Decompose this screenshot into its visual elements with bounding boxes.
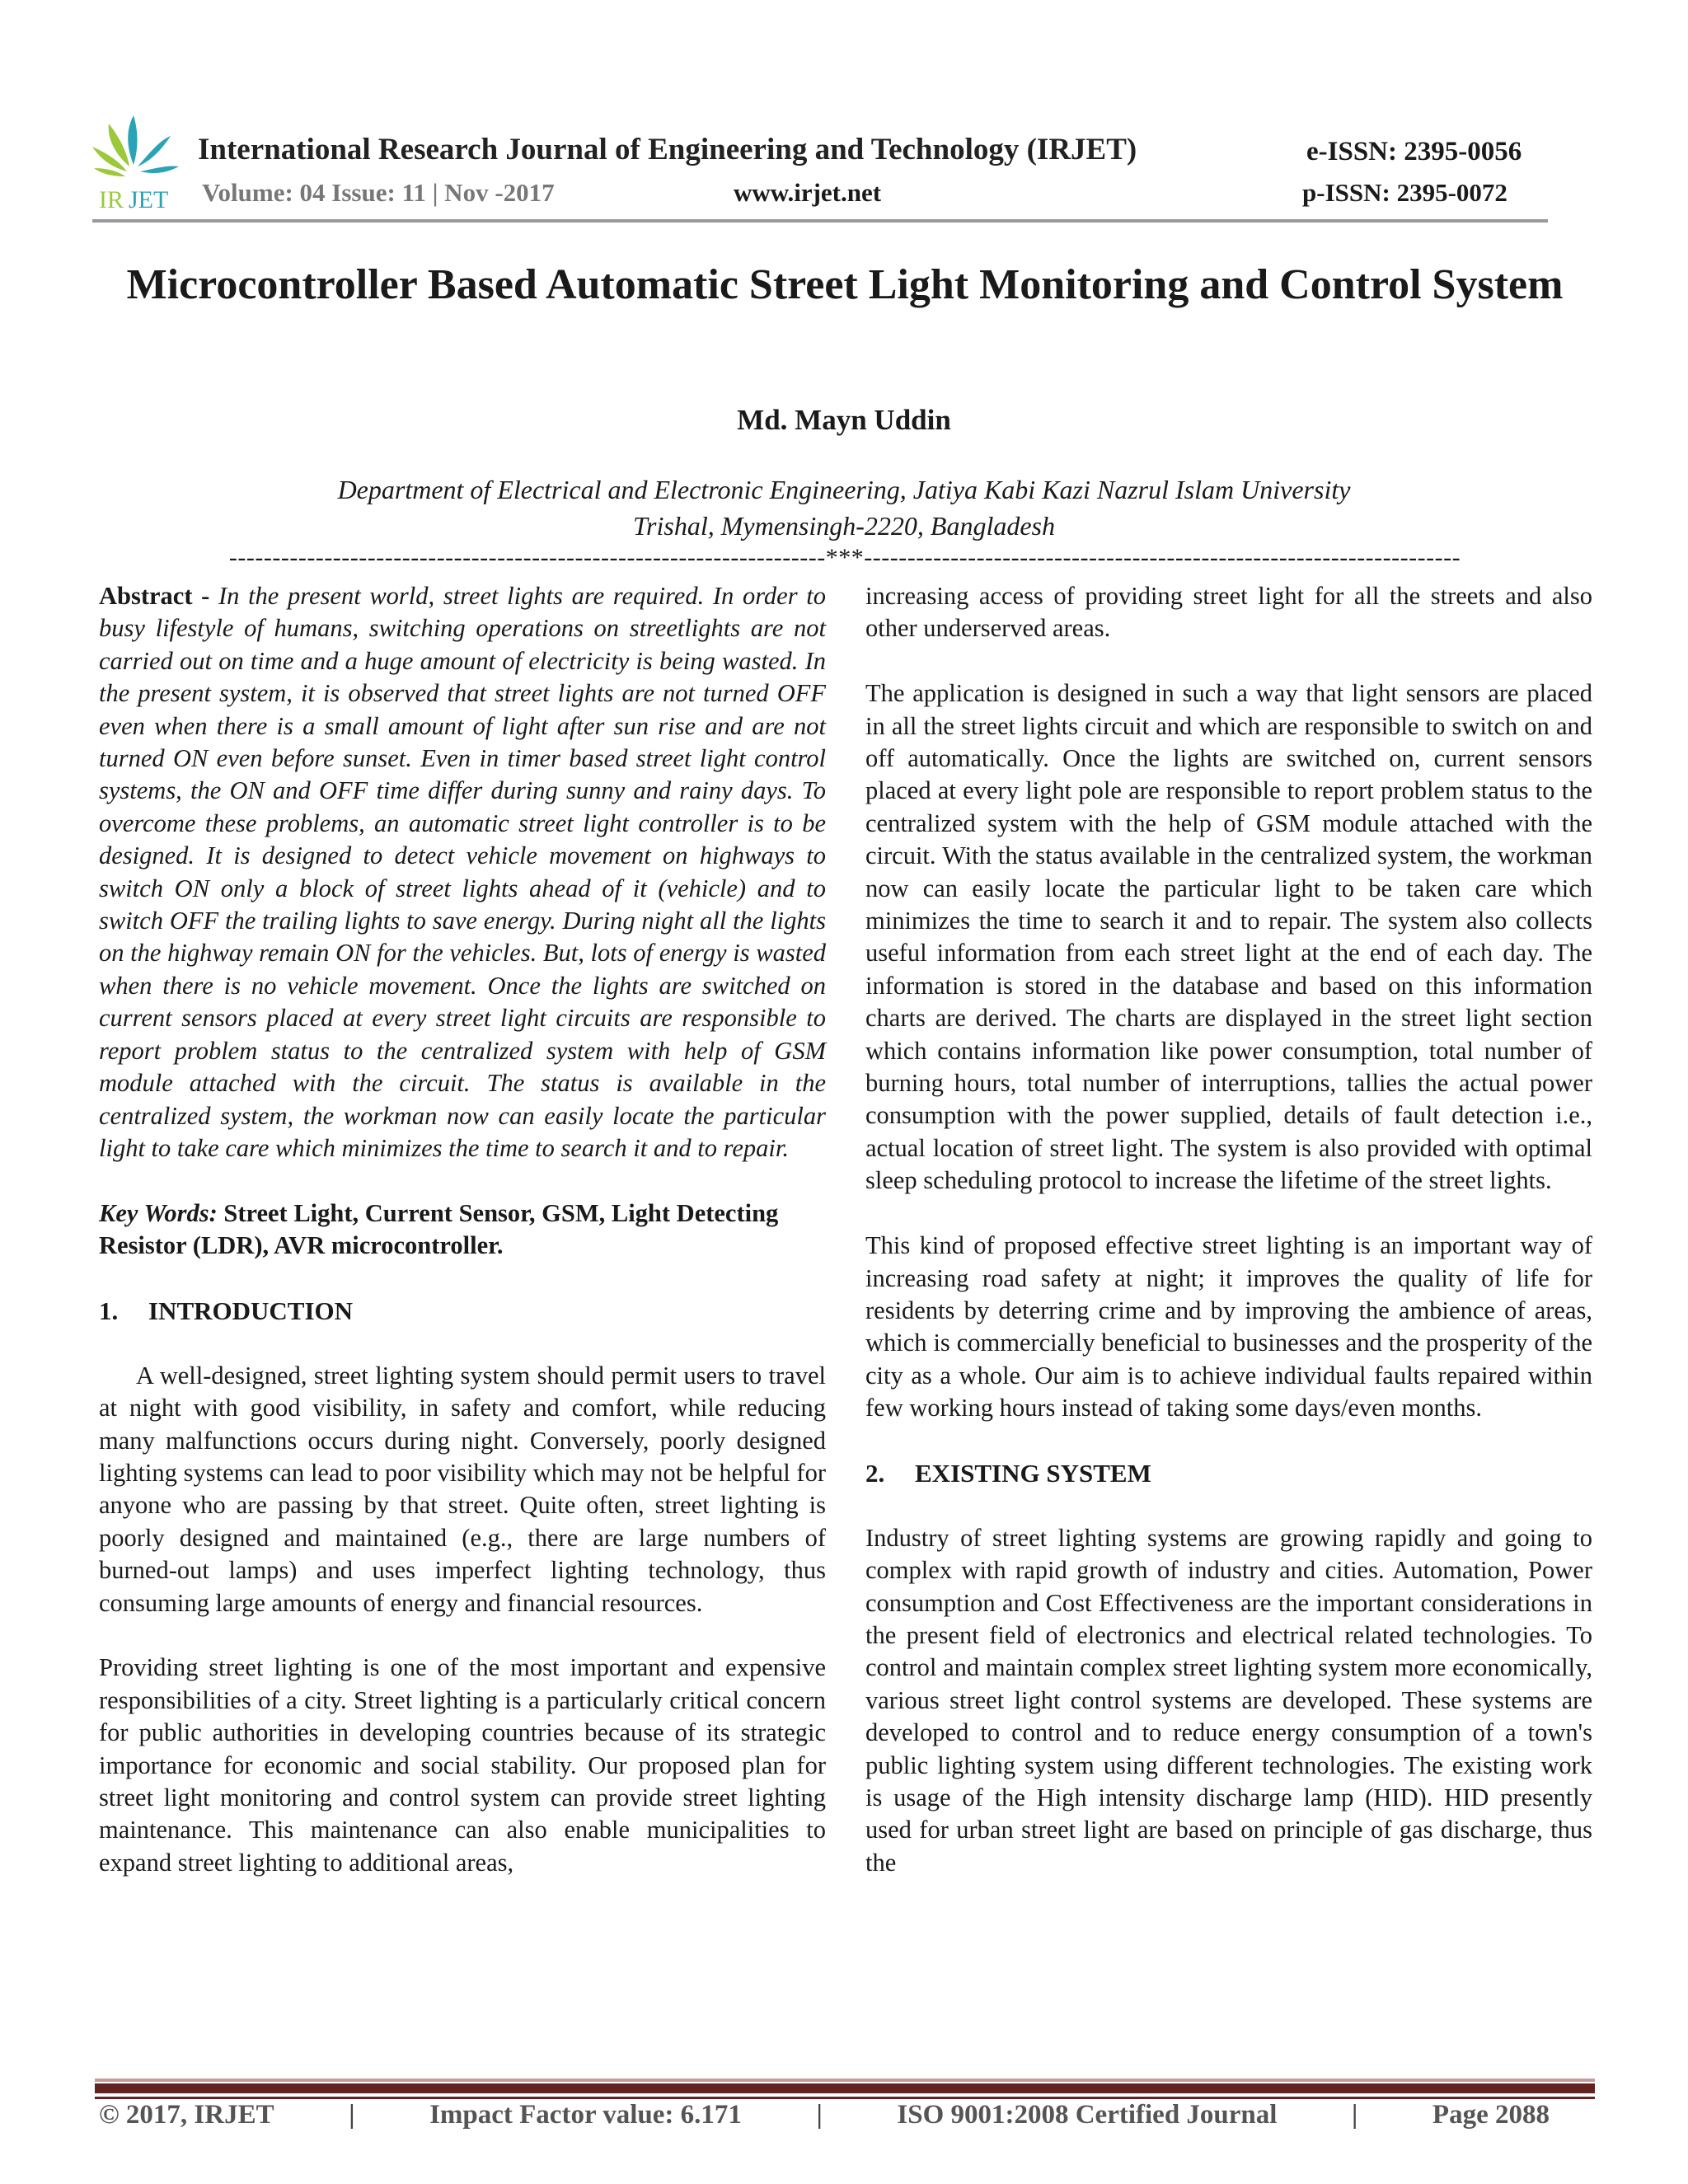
keywords-text: Street Light, Current Sensor, GSM, Light Detecting Resistor (LDR), AVR microcontroller. bbox=[99, 1198, 779, 1260]
left-column bbox=[99, 580, 826, 1912]
footer-separator: | bbox=[349, 2100, 355, 2130]
footer bbox=[99, 2100, 1550, 2130]
paragraph: This kind of proposed effective street lighting is an important way of increasing road safety at night; it improves the quality of life for residents by deterring crime and by improving the ambience of areas, which is commercially beneficial to businesses and the prosperity of the city as a whole. Our aim is to achieve individual faults repaired within few working hours instead of taking some days/even months. bbox=[865, 1231, 1592, 1422]
volume-issue: Volume: 04 Issue: 11 | Nov -2017 bbox=[202, 178, 555, 207]
author: Md. Mayn Uddin bbox=[737, 404, 951, 436]
paragraph: Providing street lighting is one of the most important and expensive responsibilities of a city. Street lighting is a particularly critical concern for public authorities in developing countries because of its strategic importance for economic and social stability. Our proposed plan for street light monitoring and control system can provide street lighting maintenance. This maintenance can also enable municipalities to expand street lighting to additional areas, bbox=[99, 1653, 826, 1877]
abstract-label: Abstract - bbox=[99, 582, 218, 610]
footer-rule bbox=[95, 2097, 1595, 2099]
affiliation-line-1: Department of Electrical and Electronic Engineering, Jatiya Kabi Kazi Nazrul Islam University bbox=[337, 475, 1351, 504]
journal-name: International Research Journal of Engineering and Technology (IRJET) bbox=[198, 133, 1137, 166]
irjet-logo bbox=[92, 115, 183, 214]
footer-separator: | bbox=[1352, 2100, 1358, 2130]
impact-factor: Impact Factor value: 6.171 bbox=[429, 2100, 742, 2130]
footer-separator: | bbox=[816, 2100, 823, 2130]
paragraph: The application is designed in such a way that light sensors are placed in all the street lights circuit and which are responsible to switch on and off automatically. Once the lights are switched on, current sensors placed at every light pole are responsible to report problem status to the centralized system with the help of GSM module attached with the circuit. With the status available in the centralized system, the workman now can easily locate the particular light to be taken care which minimizes the time to search it and to repair. The system also collects useful information from each street light at the end of each day. The information is stored in the database and based on this information charts are derived. The charts are displayed in the street light section which contains information like power consumption, total number of burning hours, total number of interruptions, tallies the actual power consumption with the power supplied, details of fault detection i.e., actual location of street light. The system is also provided with optimal sleep scheduling protocol to increase the lifetime of the street lights. bbox=[865, 679, 1592, 1195]
paragraph: Industry of street lighting systems are growing rapidly and going to complex with rapid growth of industry and cities. Automation, Power consumption and Cost Effectiveness are the important considerations in the present field of electronics and electrical related technologies. To control and maintain complex street lighting system more economically, various street light control systems are developed. These systems are developed to control and to reduce energy consumption of a town's public lighting system using different technologies. The existing work is usage of the High intensity discharge lamp (HID). HID presently used for urban street light are based on principle of gas discharge, thus the bbox=[865, 1523, 1592, 1877]
keywords-label: Key Words: bbox=[99, 1198, 224, 1227]
section-heading-introduction: 1. INTRODUCTION bbox=[99, 1296, 354, 1325]
keywords bbox=[99, 1197, 826, 1263]
abstract bbox=[99, 580, 826, 1165]
section-separator: ---------------------------------------------------------------------***--------------------------------------------------------------------- bbox=[228, 544, 1461, 571]
svg-text:JET: JET bbox=[129, 186, 169, 213]
e-issn: e-ISSN: 2395-0056 bbox=[1306, 137, 1522, 166]
footer-rule bbox=[95, 2083, 1595, 2093]
affiliation-line-2: Trishal, Mymensingh-2220, Bangladesh bbox=[633, 511, 1055, 541]
section-heading-existing-system: 2. EXISTING SYSTEM bbox=[865, 1458, 1151, 1488]
abstract-text: In the present world, street lights are required. In order to busy lifestyle of humans, switching operations on streetlights are not carried out on time and a huge amount of electricity is being wasted. In the present system, it is observed that street lights are not turned OFF even when there is a small amount of light after sun rise and are not turned ON even before sunset. Even in timer based street light control systems, the ON and OFF time differ during sunny and rainy days. To overcome these problems, an automatic street light controller is to be designed. It is designed to detect vehicle movement on highways to switch ON only a block of street lights ahead of it (vehicle) and to switch OFF the trailing lights to save energy. During night all the lights on the highway remain ON for the vehicles. But, lots of energy is wasted when there is no vehicle movement. Once the lights are switched on current sensors placed at every street light circuits are responsible to report problem status to the centralized system with help of GSM module attached with the circuit. The status is available in the centralized system, the workman now can easily locate the particular light to take care which minimizes the time to search it and to repair. bbox=[99, 582, 826, 1162]
paragraph: A well-designed, street lighting system should permit users to travel at night with good visibility, in safety and comfort, while reducing many malfunctions occurs during night. Conversely, poorly designed lighting systems can lead to poor visibility which may not be helpful for anyone who are passing by that street. Quite often, street lighting is poorly designed and maintained (e.g., there are large numbers of burned-out lamps) and uses imperfect lighting technology, thus consuming large amounts of energy and financial resources. bbox=[99, 1361, 826, 1617]
copyright: © 2017, IRJET bbox=[99, 2100, 274, 2130]
right-column bbox=[865, 580, 1592, 1912]
svg-text:IR: IR bbox=[99, 186, 124, 213]
header-divider bbox=[92, 219, 1548, 223]
footer-rule bbox=[95, 2079, 1595, 2082]
page-number: Page 2088 bbox=[1432, 2100, 1550, 2130]
journal-website: www.irjet.net bbox=[734, 178, 882, 207]
paper-title: Microcontroller Based Automatic Street Light Monitoring and Control System bbox=[126, 261, 1564, 308]
iso-certification: ISO 9001:2008 Certified Journal bbox=[897, 2100, 1278, 2130]
affiliation bbox=[0, 471, 1688, 544]
paragraph: increasing access of providing street light for all the streets and also other underserved areas. bbox=[865, 582, 1592, 643]
p-issn: p-ISSN: 2395-0072 bbox=[1302, 178, 1507, 207]
